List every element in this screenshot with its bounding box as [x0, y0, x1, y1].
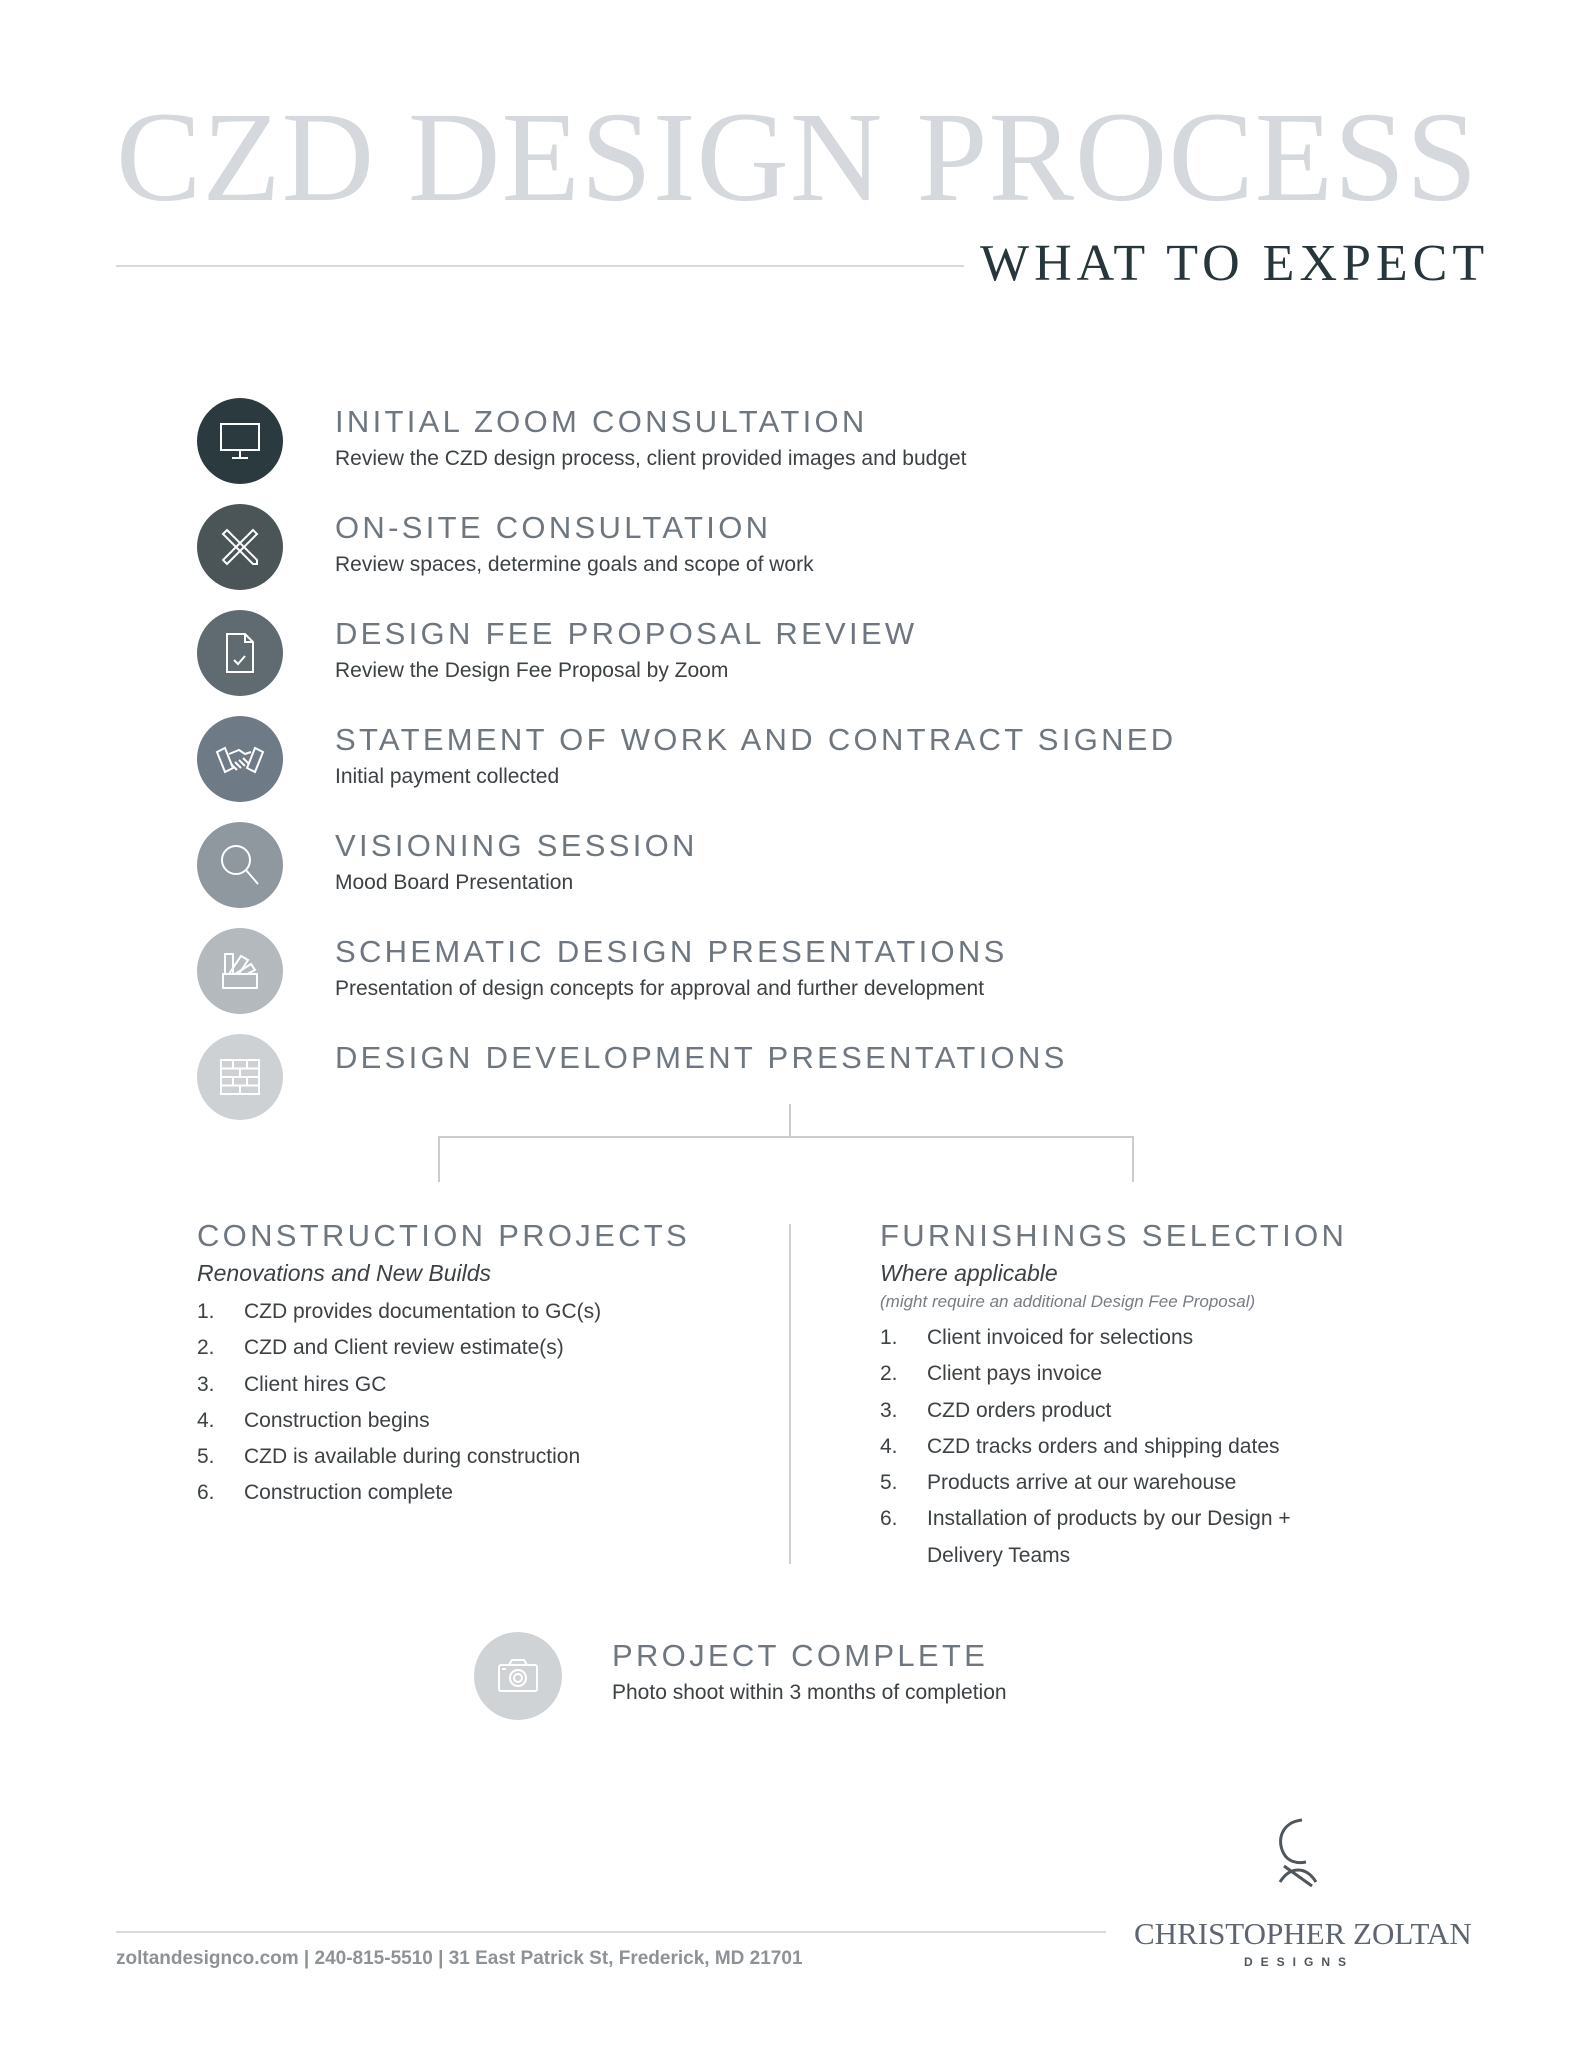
logo-name: CHRISTOPHER ZOLTAN: [1134, 1916, 1472, 1951]
step-design-fee-proposal-review: [197, 610, 1397, 700]
list-item: Delivery Teams: [927, 1543, 1071, 1567]
step-statement-of-work: [197, 716, 1397, 806]
handshake-icon: [197, 716, 283, 802]
list-item: 6. Installation of products by our Design +: [880, 1507, 1291, 1531]
construction-projects-subtitle: Renovations and New Builds: [197, 1260, 492, 1286]
step-title: ON-SITE CONSULTATION: [335, 510, 772, 545]
list-item: 1. CZD provides documentation to GC(s): [197, 1300, 602, 1323]
column-divider: [789, 1224, 791, 1564]
step-design-development: [197, 1034, 1397, 1124]
step-title: VISIONING SESSION: [335, 828, 698, 863]
step-description: Review the CZD design process, client provided images and budget: [335, 447, 967, 470]
list-item: 3. CZD orders product: [880, 1398, 1112, 1422]
list-item: 2. CZD and Client review estimate(s): [197, 1336, 564, 1360]
branch-connector-bar: [438, 1136, 1134, 1138]
brick-icon: [197, 1034, 283, 1120]
list-item: 3. Client hires GC: [197, 1372, 387, 1396]
logo-subtitle: DESIGNS: [1243, 1955, 1354, 1969]
furnishings-selection-note: (might require an additional Design Fee Proposal): [880, 1292, 1256, 1311]
magnifier-icon: [197, 822, 283, 908]
list-item: 6. Construction complete: [197, 1481, 453, 1505]
list-item: 4. Construction begins: [197, 1408, 430, 1432]
list-item: 5. Products arrive at our warehouse: [880, 1471, 1237, 1495]
step-project-complete: [474, 1632, 1374, 1722]
branch-connector-stem: [789, 1104, 791, 1137]
step-description: Initial payment collected: [335, 765, 560, 788]
step-description: Review the Design Fee Proposal by Zoom: [335, 659, 729, 682]
monitor-icon: [197, 398, 283, 484]
step-description: Photo shoot within 3 months of completion: [612, 1681, 1007, 1704]
step-title: DESIGN FEE PROPOSAL REVIEW: [335, 616, 918, 651]
swatch-icon: [197, 928, 283, 1014]
step-title: PROJECT COMPLETE: [612, 1638, 989, 1673]
list-item: 2. Client pays invoice: [880, 1362, 1103, 1386]
furnishings-selection-heading: FURNISHINGS SELECTION: [880, 1218, 1348, 1253]
footer-contact: zoltandesignco.com | 240-815-5510 | 31 East Patrick St, Frederick, MD 21701: [116, 1948, 803, 1969]
step-initial-zoom-consultation: [197, 398, 1397, 488]
step-visioning-session: [197, 822, 1397, 912]
construction-steps-list: [197, 1294, 601, 1512]
step-title: DESIGN DEVELOPMENT PRESENTATIONS: [335, 1040, 1068, 1075]
list-item: 5. CZD is available during construction: [197, 1445, 581, 1469]
document-check-icon: [197, 610, 283, 696]
step-title: SCHEMATIC DESIGN PRESENTATIONS: [335, 934, 1008, 969]
logo-mark-icon: [1262, 1816, 1334, 1896]
footer-divider: [116, 1931, 1106, 1933]
step-schematic-design: [197, 928, 1397, 1018]
branch-connector-right: [1132, 1136, 1134, 1182]
branch-connector-left: [438, 1136, 440, 1182]
step-title: INITIAL ZOOM CONSULTATION: [335, 404, 868, 439]
list-item: 1. Client invoiced for selections: [880, 1326, 1194, 1349]
construction-projects-heading: CONSTRUCTION PROJECTS: [197, 1218, 690, 1253]
list-item: 4. CZD tracks orders and shipping dates: [880, 1434, 1280, 1458]
page-subtitle: WHAT TO EXPECT: [980, 235, 1490, 292]
step-on-site-consultation: [197, 504, 1397, 594]
camera-icon: [474, 1632, 562, 1720]
furnishings-selection-subtitle: Where applicable: [880, 1260, 1058, 1286]
step-description: Mood Board Presentation: [335, 871, 574, 894]
title-divider: [116, 265, 964, 267]
step-description: Presentation of design concepts for approval and further development: [335, 977, 985, 1000]
page-title: CZD DESIGN PROCESS: [116, 86, 1479, 228]
furnishings-steps-list: [880, 1320, 1291, 1574]
step-title: STATEMENT OF WORK AND CONTRACT SIGNED: [335, 722, 1177, 757]
step-description: Review spaces, determine goals and scope of work: [335, 553, 814, 576]
pencil-ruler-icon: [197, 504, 283, 590]
